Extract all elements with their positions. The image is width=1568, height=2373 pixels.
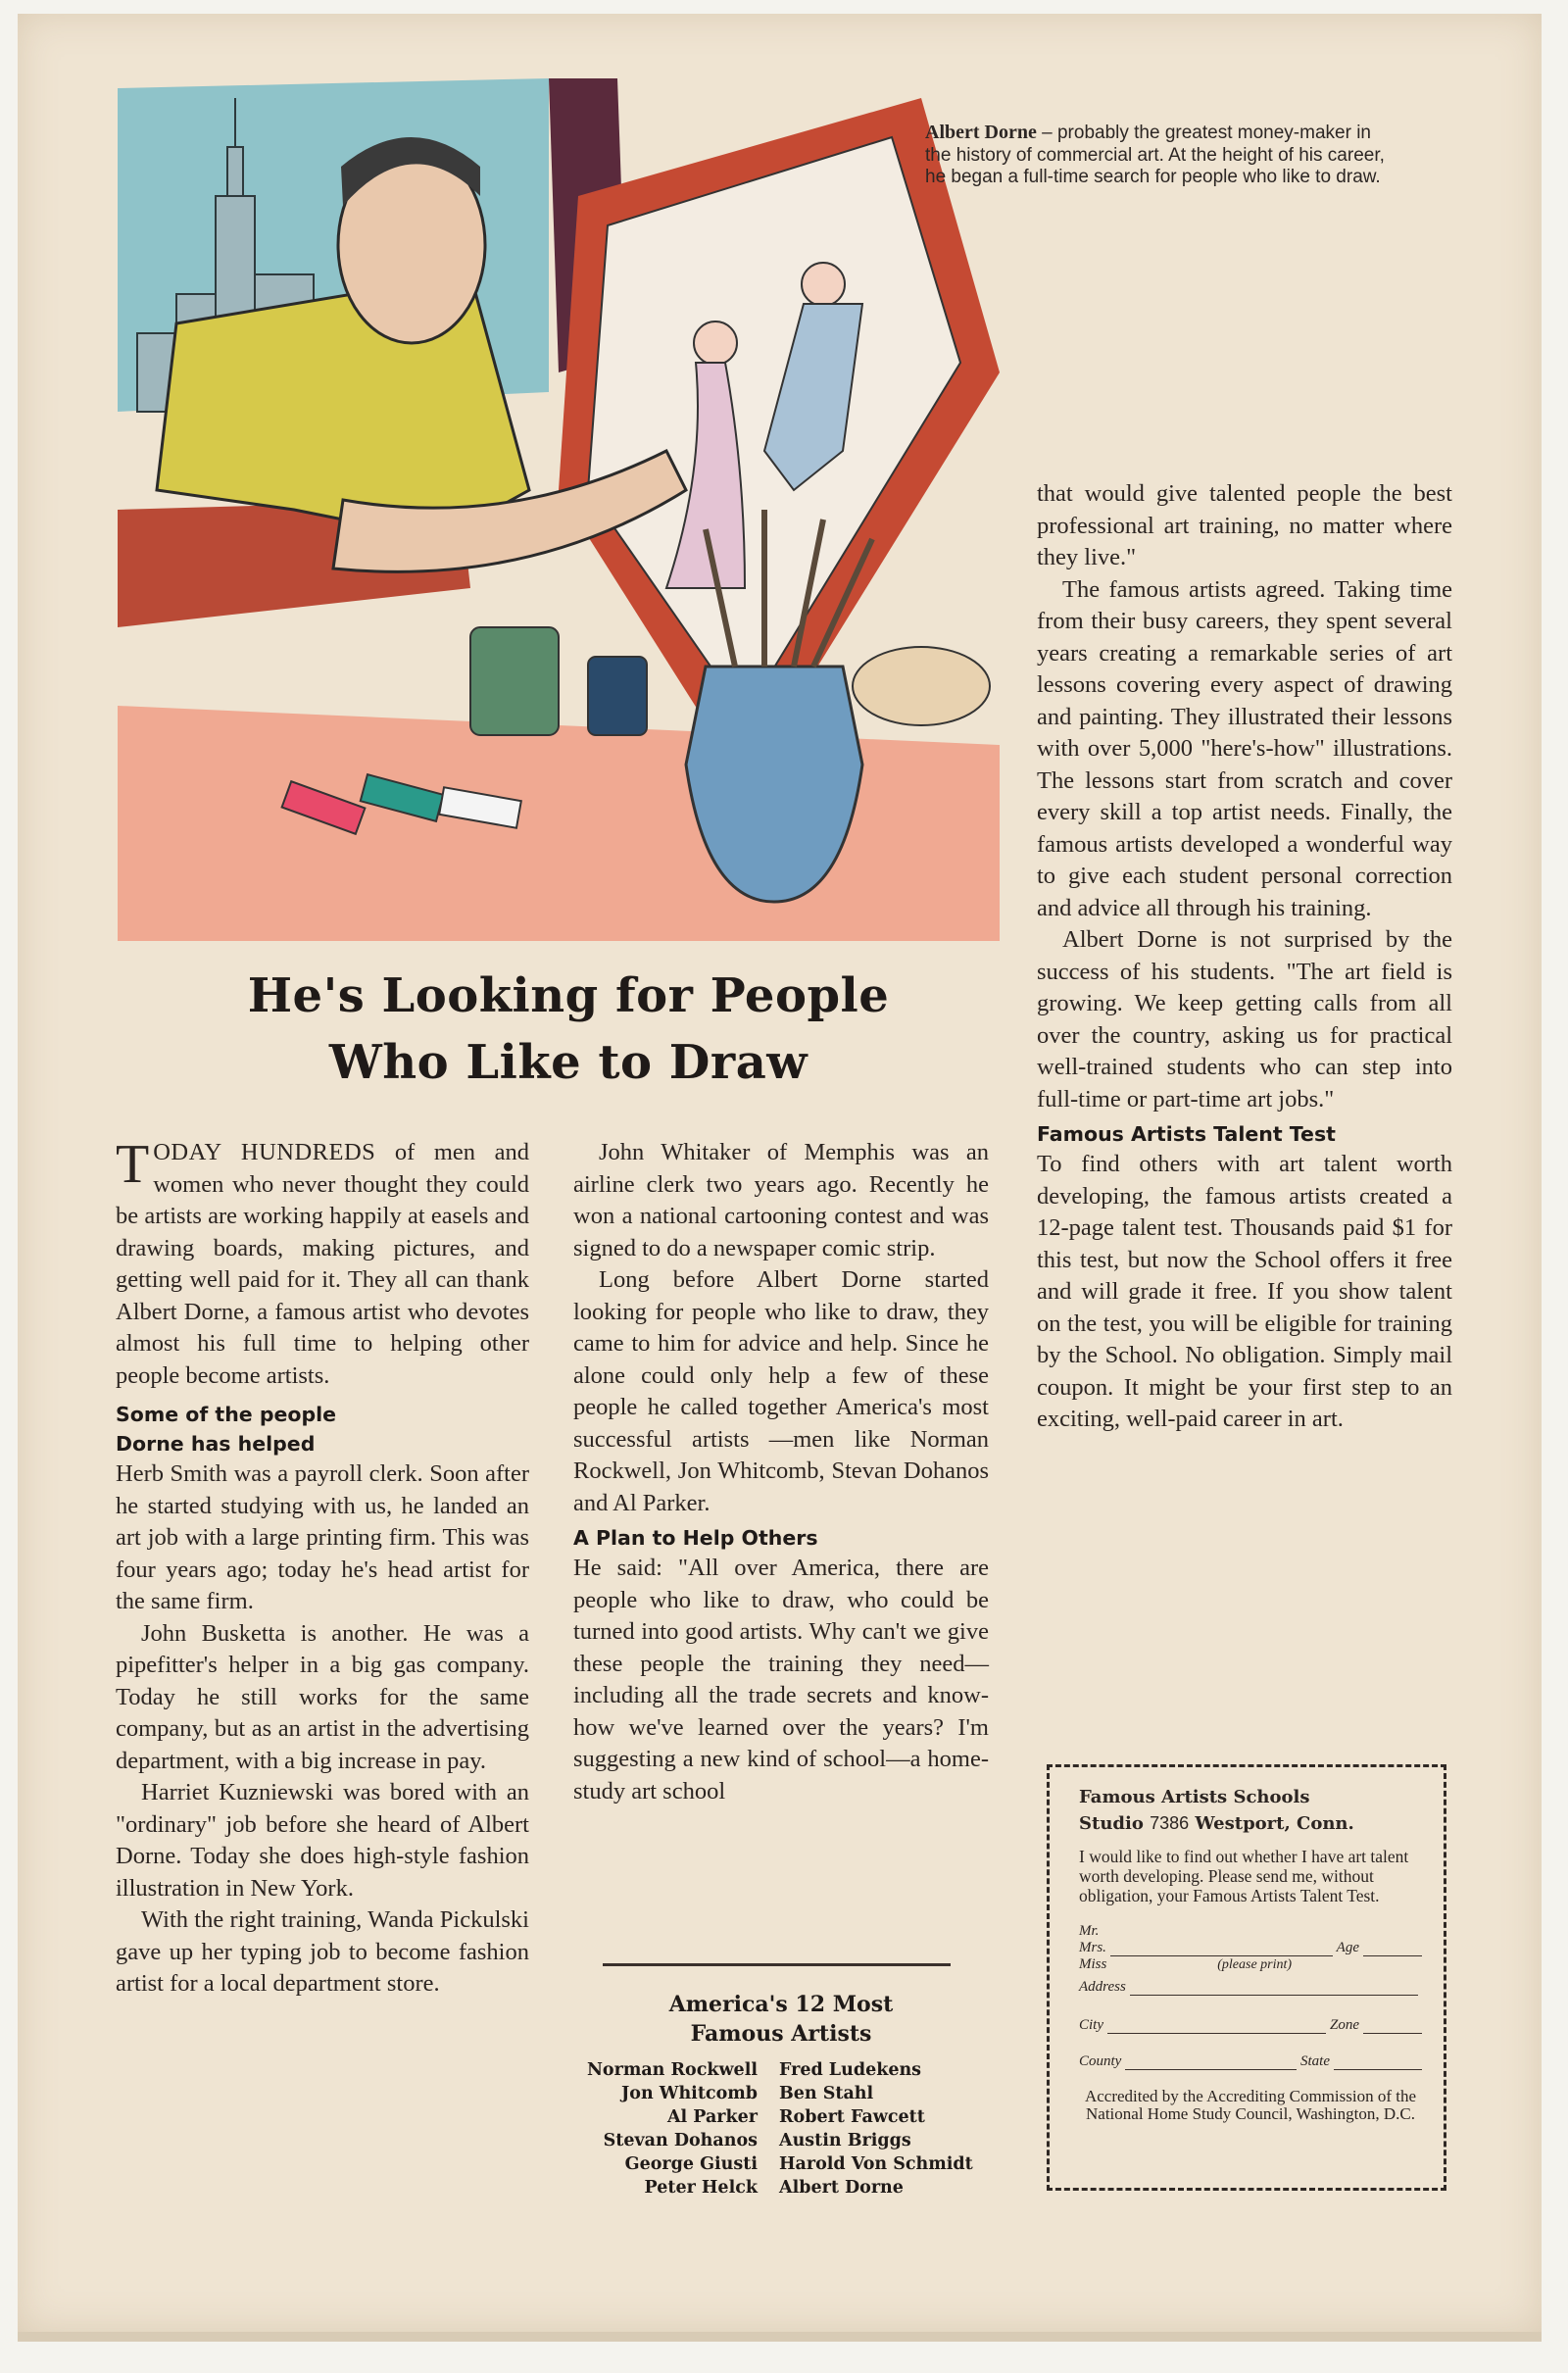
state-line[interactable] — [1334, 2055, 1422, 2070]
subhead-people-helped — [116, 1400, 529, 1458]
address-line[interactable] — [1130, 1981, 1418, 1996]
coupon-body: I would like to find out whether I have art talent worth developing. Please send me, without obligation, your Famous Artists Talent Test. — [1079, 1847, 1409, 1905]
zone-line[interactable] — [1363, 2019, 1422, 2034]
artist-name: Harold Von Schmidt — [779, 2154, 973, 2174]
col3-paragraph-1: that would give talented people the best professional art training, no matter where they live." — [1037, 480, 1452, 570]
famous-artists-title — [573, 1990, 989, 2049]
label-state: State — [1300, 2053, 1330, 2069]
headline-line-1: He's Looking for People — [247, 968, 890, 1023]
coupon-studio — [1079, 1810, 1422, 1837]
col2-paragraph-1: John Whitaker of Memphis was an airline clerk two years ago. Recently he won a national cartooning contest and was signed to do a newspaper comic strip. — [573, 1139, 989, 1261]
col3-paragraph-4: To find others with art talent worth developing, the famous artists created a 12-page talent test. Thousands paid $1 for this test, but now the School offers it free and will grade it free. If you show talent on the test, you will be eligible for training by the School. No obligation. Simply mail coupon. It might be your first step to an exciting, well-paid career in art. — [1037, 1151, 1452, 1432]
caption-text: – probably the greatest money-maker in the history of commercial art. At the height of his career, he began a full-time search for people who like to draw. — [925, 123, 1385, 187]
caption-name: Albert Dorne — [925, 122, 1037, 143]
artists-list — [564, 2058, 1004, 2200]
col1-paragraph-5: With the right training, Wanda Pickulski gave up her typing job to become fashion artist for a local department store. — [116, 1906, 529, 1997]
artist-name: Fred Ludekens — [779, 2060, 922, 2080]
studio-suffix: Westport, Conn. — [1189, 1813, 1354, 1834]
artist-name: Ben Stahl — [779, 2084, 874, 2103]
col1-paragraph-3: John Busketta is another. He was a pipefitter's helper in a big gas company. Today he still works for the same company, but as an artist in the advertising department, with a big increase in pay. — [116, 1619, 529, 1774]
age-line[interactable] — [1363, 1942, 1422, 1956]
subhead-line-1: Some of the people — [116, 1403, 337, 1426]
name-line[interactable] — [1110, 1942, 1333, 1956]
page-edge — [18, 2332, 1542, 2342]
artist-name: Stevan Dohanos — [603, 2131, 758, 2151]
artist-name: Robert Fawcett — [779, 2107, 925, 2127]
artist-name: Jon Whitcomb — [621, 2084, 758, 2103]
column-2 — [573, 1137, 989, 1807]
county-line[interactable] — [1125, 2055, 1297, 2070]
col2-paragraph-2: Long before Albert Dorne started looking for people who like to draw, they came to him for advice and help. Since he alone could only help a few of these people he called together America's most successful artists —men like Norman Rockwell, Jon Whitcomb, Stevan Dohanos and Al Parker. — [573, 1266, 989, 1516]
label-county: County — [1079, 2053, 1122, 2069]
label-miss: Miss — [1079, 1956, 1107, 1972]
please-print-hint: (please print) — [1217, 1957, 1293, 1972]
field-mr[interactable] — [1079, 1923, 1422, 1940]
artist-name: George Giusti — [624, 2154, 758, 2174]
artist-row — [564, 2058, 1004, 2082]
artist-name: Norman Rockwell — [586, 2060, 758, 2080]
famous-title-line-2: Famous Artists — [690, 2021, 872, 2047]
label-mr: Mr. — [1079, 1923, 1100, 1939]
label-city: City — [1079, 2017, 1103, 2033]
artist-name: Peter Helck — [644, 2178, 758, 2198]
artist-name: Al Parker — [666, 2107, 758, 2127]
artist-row — [564, 2152, 1004, 2176]
col1-paragraph-4: Harriet Kuzniewski was bored with an "ordinary" job before she heard of Albert Dorne. Today she does high-style fashion illustration in New York. — [116, 1779, 529, 1902]
artist-name: Austin Briggs — [779, 2131, 911, 2151]
artist-row — [564, 2176, 1004, 2200]
col3-paragraph-3: Albert Dorne is not surprised by the success of his students. "The art field is growing. We keep getting calls from all over the country, asking us for practical well-trained students who can step into full-time or part-time art jobs." — [1037, 926, 1452, 1112]
headline-line-2: Who Like to Draw — [328, 1035, 808, 1090]
city-line[interactable] — [1107, 2019, 1326, 2034]
coupon-school: Famous Artists Schools — [1079, 1787, 1310, 1807]
headline — [118, 963, 1019, 1096]
column-3 — [1037, 478, 1452, 1436]
field-miss — [1079, 1956, 1422, 1973]
col3-paragraph-2: The famous artists agreed. Taking time from their busy careers, they spent several years creating a remarkable series of art lessons covering every aspect of drawing and painting. They illustrated their lessons with over 5,000 "here's-how" illustrations. The lessons start from scratch and cover every skill a top artist needs. Finally, the famous artists developed a wonderful way to give each student personal correction and advice all through his training. — [1037, 575, 1452, 921]
artist-row — [564, 2129, 1004, 2152]
subhead-talent-test: Famous Artists Talent Test — [1037, 1122, 1336, 1146]
drop-cap: T — [116, 1134, 150, 1195]
field-mrs-age[interactable] — [1079, 1940, 1422, 1956]
field-city-zone[interactable] — [1079, 2017, 1422, 2034]
label-mrs: Mrs. — [1079, 1940, 1106, 1955]
studio-number: 7386 — [1150, 1813, 1190, 1833]
label-address: Address — [1079, 1979, 1126, 1995]
famous-title-line-1: America's 12 Most — [668, 1992, 894, 2017]
col1-paragraph-1 — [116, 1134, 529, 1392]
mail-coupon[interactable] — [1047, 1764, 1446, 2191]
col2-paragraph-3: He said: "All over America, there are people who like to draw, who could be turned into good artists. Why can't we give these people the training they need—including all the trade secrets and know-how we've learned over the years? I'm suggesting a new kind of school—a home-study art school — [573, 1555, 989, 1804]
studio-prefix: Studio — [1079, 1813, 1151, 1834]
column-1 — [116, 1134, 529, 2001]
subhead-plan: A Plan to Help Others — [573, 1526, 818, 1550]
illustration-caption — [925, 122, 1396, 189]
lead-caps: ODAY HUNDREDS — [153, 1139, 376, 1165]
artist-row — [564, 2082, 1004, 2105]
label-age: Age — [1336, 1940, 1359, 1955]
subhead-line-2: Dorne has helped — [116, 1432, 316, 1456]
accreditation-note: Accredited by the Accrediting Commission of the National Home Study Council, Washington, D.C. — [1084, 2087, 1417, 2123]
label-zone: Zone — [1330, 2017, 1359, 2033]
divider-rule — [603, 1963, 951, 1966]
col1-paragraph-2: Herb Smith was a payroll clerk. Soon after he started studying with us, he landed an art job with a large printing firm. This was four years ago; today he's head artist for the same firm. — [116, 1460, 529, 1614]
field-address[interactable] — [1079, 1979, 1422, 1996]
field-county-state[interactable] — [1079, 2053, 1422, 2070]
col1-p1-text: of men and women who never thought they could be artists are working happily at easels and drawing boards, making pictures, and getting well paid for it. They all can thank Albert Dorne, a famous artist who devotes almost his full time to helping other people become artists. — [116, 1139, 529, 1389]
artist-row — [564, 2105, 1004, 2129]
artist-name: Albert Dorne — [779, 2178, 904, 2198]
albert-dorne-illustration — [118, 78, 1000, 941]
